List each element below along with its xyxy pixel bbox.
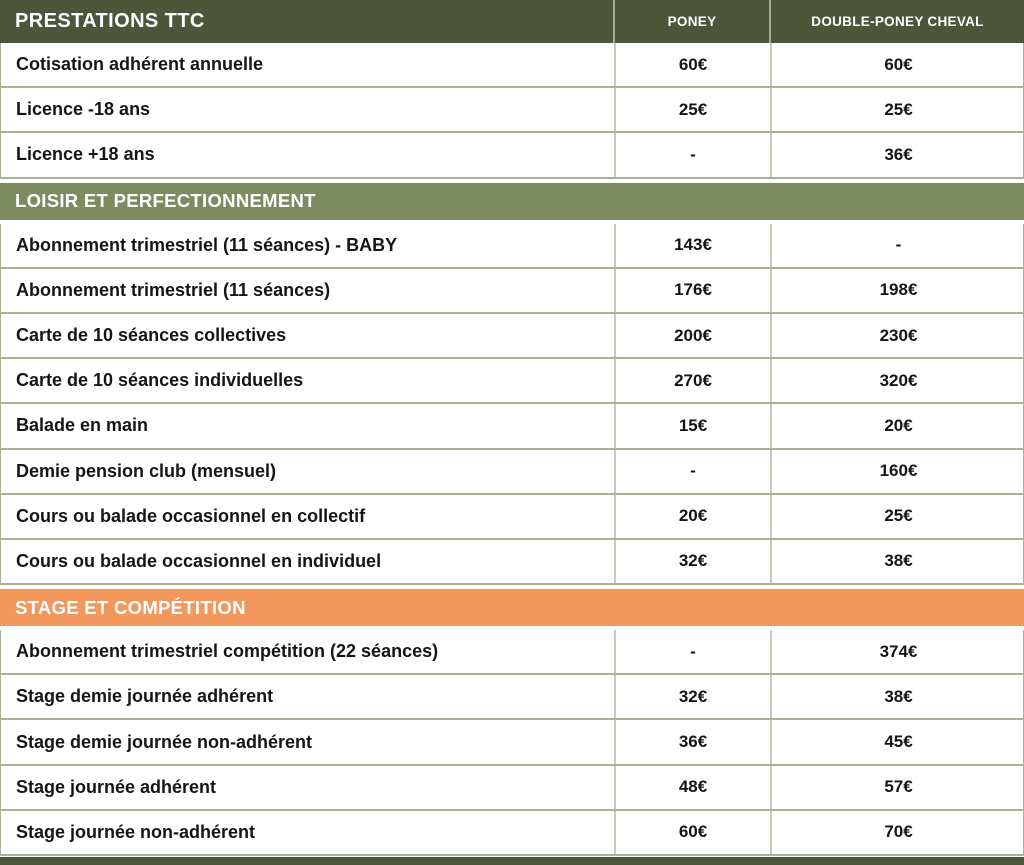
price-cheval: 38€ (770, 540, 1024, 583)
price-cheval: 36€ (770, 133, 1024, 176)
price-poney: 143€ (614, 224, 770, 267)
price-cheval: 230€ (770, 314, 1024, 357)
price-poney: 270€ (614, 359, 770, 402)
row-label: Licence -18 ans (16, 99, 151, 120)
price-cheval: 374€ (770, 630, 1024, 673)
row-label: Licence +18 ans (16, 144, 155, 165)
price-poney: - (614, 450, 770, 493)
price-poney: - (614, 630, 770, 673)
table-row (0, 766, 1024, 811)
table-row (0, 495, 1024, 540)
row-label: Abonnement trimestriel compétition (22 séances) (16, 641, 439, 662)
price-cheval: 45€ (770, 720, 1024, 763)
row-label: Stage demie journée adhérent (16, 686, 274, 707)
price-poney: - (614, 133, 770, 176)
table-row (0, 450, 1024, 495)
table-header-row (0, 0, 1024, 43)
price-cheval: - (770, 224, 1024, 267)
table-row (0, 133, 1024, 178)
price-cheval: 25€ (770, 88, 1024, 131)
row-label: Carte de 10 séances collectives (16, 325, 287, 346)
price-poney: 60€ (614, 811, 770, 854)
price-cheval: 320€ (770, 359, 1024, 402)
section-header-olive (0, 183, 1024, 220)
header-poney: PONEY (613, 0, 769, 43)
price-cheval: 198€ (770, 269, 1024, 312)
price-poney: 15€ (614, 404, 770, 447)
table-row (0, 43, 1024, 88)
section-header-orange (0, 589, 1024, 626)
row-label: Stage journée non-adhérent (16, 821, 256, 842)
price-cheval: 25€ (770, 495, 1024, 538)
table-row (0, 811, 1024, 856)
price-poney: 25€ (614, 88, 770, 131)
price-poney: 32€ (614, 540, 770, 583)
table-row (0, 675, 1024, 720)
price-cheval: 57€ (770, 766, 1024, 809)
row-label: Cours ou balade occasionnel en collectif (16, 505, 366, 526)
row-label: Carte de 10 séances individuelles (16, 370, 304, 391)
row-label: Abonnement trimestriel (11 séances) - BABY (16, 234, 398, 255)
price-cheval: 20€ (770, 404, 1024, 447)
table-row (0, 314, 1024, 359)
row-label: Balade en main (16, 415, 149, 436)
table-bottom-border (0, 857, 1024, 865)
section-title: LOISIR ET PERFECTIONNEMENT (15, 190, 316, 212)
price-cheval: 60€ (770, 43, 1024, 86)
header-prestations-ttc: PRESTATIONS TTC (15, 10, 205, 32)
price-poney: 20€ (614, 495, 770, 538)
price-cheval: 38€ (770, 675, 1024, 718)
price-poney: 32€ (614, 675, 770, 718)
price-poney: 36€ (614, 720, 770, 763)
row-label: Cours ou balade occasionnel en individuel (16, 550, 382, 571)
price-poney: 200€ (614, 314, 770, 357)
row-label: Stage journée adhérent (16, 776, 217, 797)
table-body (0, 43, 1024, 856)
section-title: STAGE ET COMPÉTITION (15, 596, 246, 618)
table-row (0, 404, 1024, 449)
price-poney: 60€ (614, 43, 770, 86)
row-label: Demie pension club (mensuel) (16, 460, 277, 481)
table-row (0, 540, 1024, 585)
table-row (0, 88, 1024, 133)
price-cheval: 70€ (770, 811, 1024, 854)
table-row (0, 359, 1024, 404)
table-row (0, 720, 1024, 765)
row-label: Stage demie journée non-adhérent (16, 731, 313, 752)
table-row (0, 269, 1024, 314)
price-cheval: 160€ (770, 450, 1024, 493)
table-row (0, 630, 1024, 675)
table-row (0, 224, 1024, 269)
header-double-poney-cheval: DOUBLE-PONEY CHEVAL (769, 0, 1024, 43)
row-label: Cotisation adhérent annuelle (16, 54, 264, 75)
row-label: Abonnement trimestriel (11 séances) (16, 279, 331, 300)
price-poney: 48€ (614, 766, 770, 809)
price-poney: 176€ (614, 269, 770, 312)
